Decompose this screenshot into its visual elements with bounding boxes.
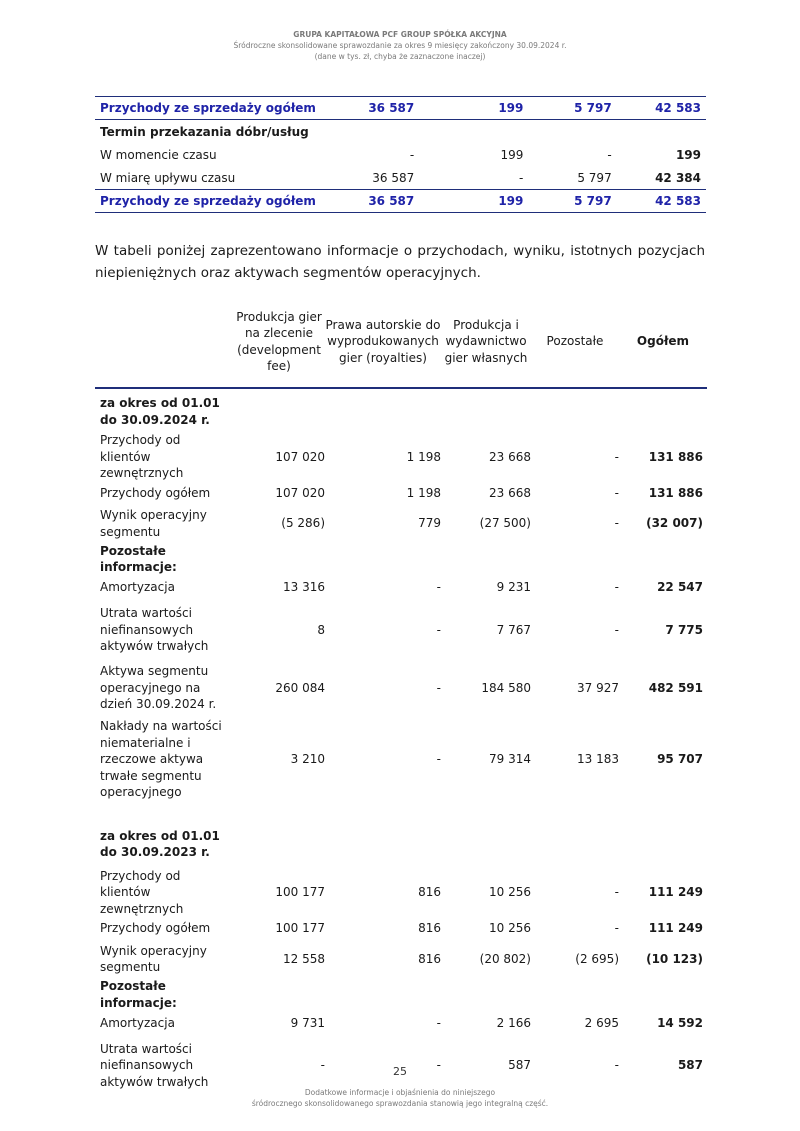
table-header-row — [95, 296, 707, 388]
table-row: Nakłady na wartości niematerialne i rzeczowe aktywa trwałe segmentu operacyjnego 3 210 - 79 314 13 183 95 707 — [100, 719, 703, 800]
table-row: W momencie czasu - 199 - 199 — [100, 147, 701, 162]
footer-line: śródrocznego skonsolidowanego sprawozdania stanowią jego integralną część. — [251, 1099, 549, 1108]
table-row: Przychody ogółem 107 020 1 198 23 668 - 131 886 — [100, 485, 703, 500]
column-header: Produkcja gier na zlecenie (development fee) — [233, 296, 325, 388]
units-note: (dane w tys. zł, chyba że zaznaczone inaczej) — [314, 52, 486, 61]
table-row: W miarę upływu czasu 36 587 - 5 797 42 384 — [100, 170, 701, 185]
company-name: GRUPA KAPITAŁOWA PCF GROUP SPÓŁKA AKCYJNA — [293, 30, 507, 39]
column-header: Produkcja i wydawnictwo gier własnych — [441, 296, 531, 388]
segment-table — [95, 296, 707, 1096]
table-row: Pozostałe informacje: — [100, 979, 177, 1010]
report-title: Śródroczne skonsolidowane sprawozdanie za okres 9 miesięcy zakończony 30.09.2024 r. — [233, 41, 567, 50]
table-row: Przychody ogółem 100 177 816 10 256 - 111 249 — [100, 921, 703, 936]
table-row: Amortyzacja 9 731 - 2 166 2 695 14 592 — [100, 1015, 703, 1030]
table-row: Utrata wartości niefinansowych aktywów trwałych - - 587 - 587 — [100, 1041, 703, 1089]
footer-line: Dodatkowe informacje i objaśnienia do niniejszego — [304, 1088, 496, 1097]
table-row: Przychody ze sprzedaży ogółem 36 587 199 5 797 42 583 — [95, 190, 706, 213]
revenue-table — [95, 96, 706, 213]
table-row: Wynik operacyjny segmentu (5 286) 779 (27 500) - (32 007) — [100, 508, 703, 539]
intro-paragraph: W tabeli poniżej zaprezentowano informacje o przychodach, wyniku, istotnych pozycjach niepieniężnych oraz aktywach segmentów operacyjnych. — [95, 243, 705, 281]
table-row: Termin przekazania dóbr/usług — [100, 124, 309, 139]
page-footer — [0, 1087, 800, 1109]
period-heading-row: za okres od 01.01 do 30.09.2024 r. — [100, 396, 220, 427]
period-heading-row: za okres od 01.01 do 30.09.2023 r. — [100, 828, 220, 859]
column-header: Pozostałe — [531, 296, 619, 388]
table-row: Przychody od klientów zewnętrznych 107 020 1 198 23 668 - 131 886 — [100, 433, 703, 480]
table-row: Utrata wartości niefinansowych aktywów trwałych 8 - 7 767 - 7 775 — [100, 606, 703, 654]
table-row: Amortyzacja 13 316 - 9 231 - 22 547 — [100, 580, 703, 595]
column-header: Ogółem — [619, 296, 707, 388]
page-number: 25 — [393, 1065, 407, 1078]
column-header: Prawa autorskie do wyprodukowanych gier (royalties) — [325, 296, 441, 388]
table-row: Pozostałe informacje: — [100, 543, 177, 574]
table-row: Aktywa segmentu operacyjnego na dzień 30.09.2024 r. 260 084 - 184 580 37 927 482 591 — [100, 664, 703, 712]
page-header — [0, 29, 800, 62]
table-row: Przychody od klientów zewnętrznych 100 177 816 10 256 - 111 249 — [100, 868, 703, 916]
table-row: Przychody ze sprzedaży ogółem 36 587 199 5 797 42 583 — [95, 97, 706, 120]
table-row: Wynik operacyjny segmentu 12 558 816 (20 802) (2 695) (10 123) — [100, 943, 703, 974]
